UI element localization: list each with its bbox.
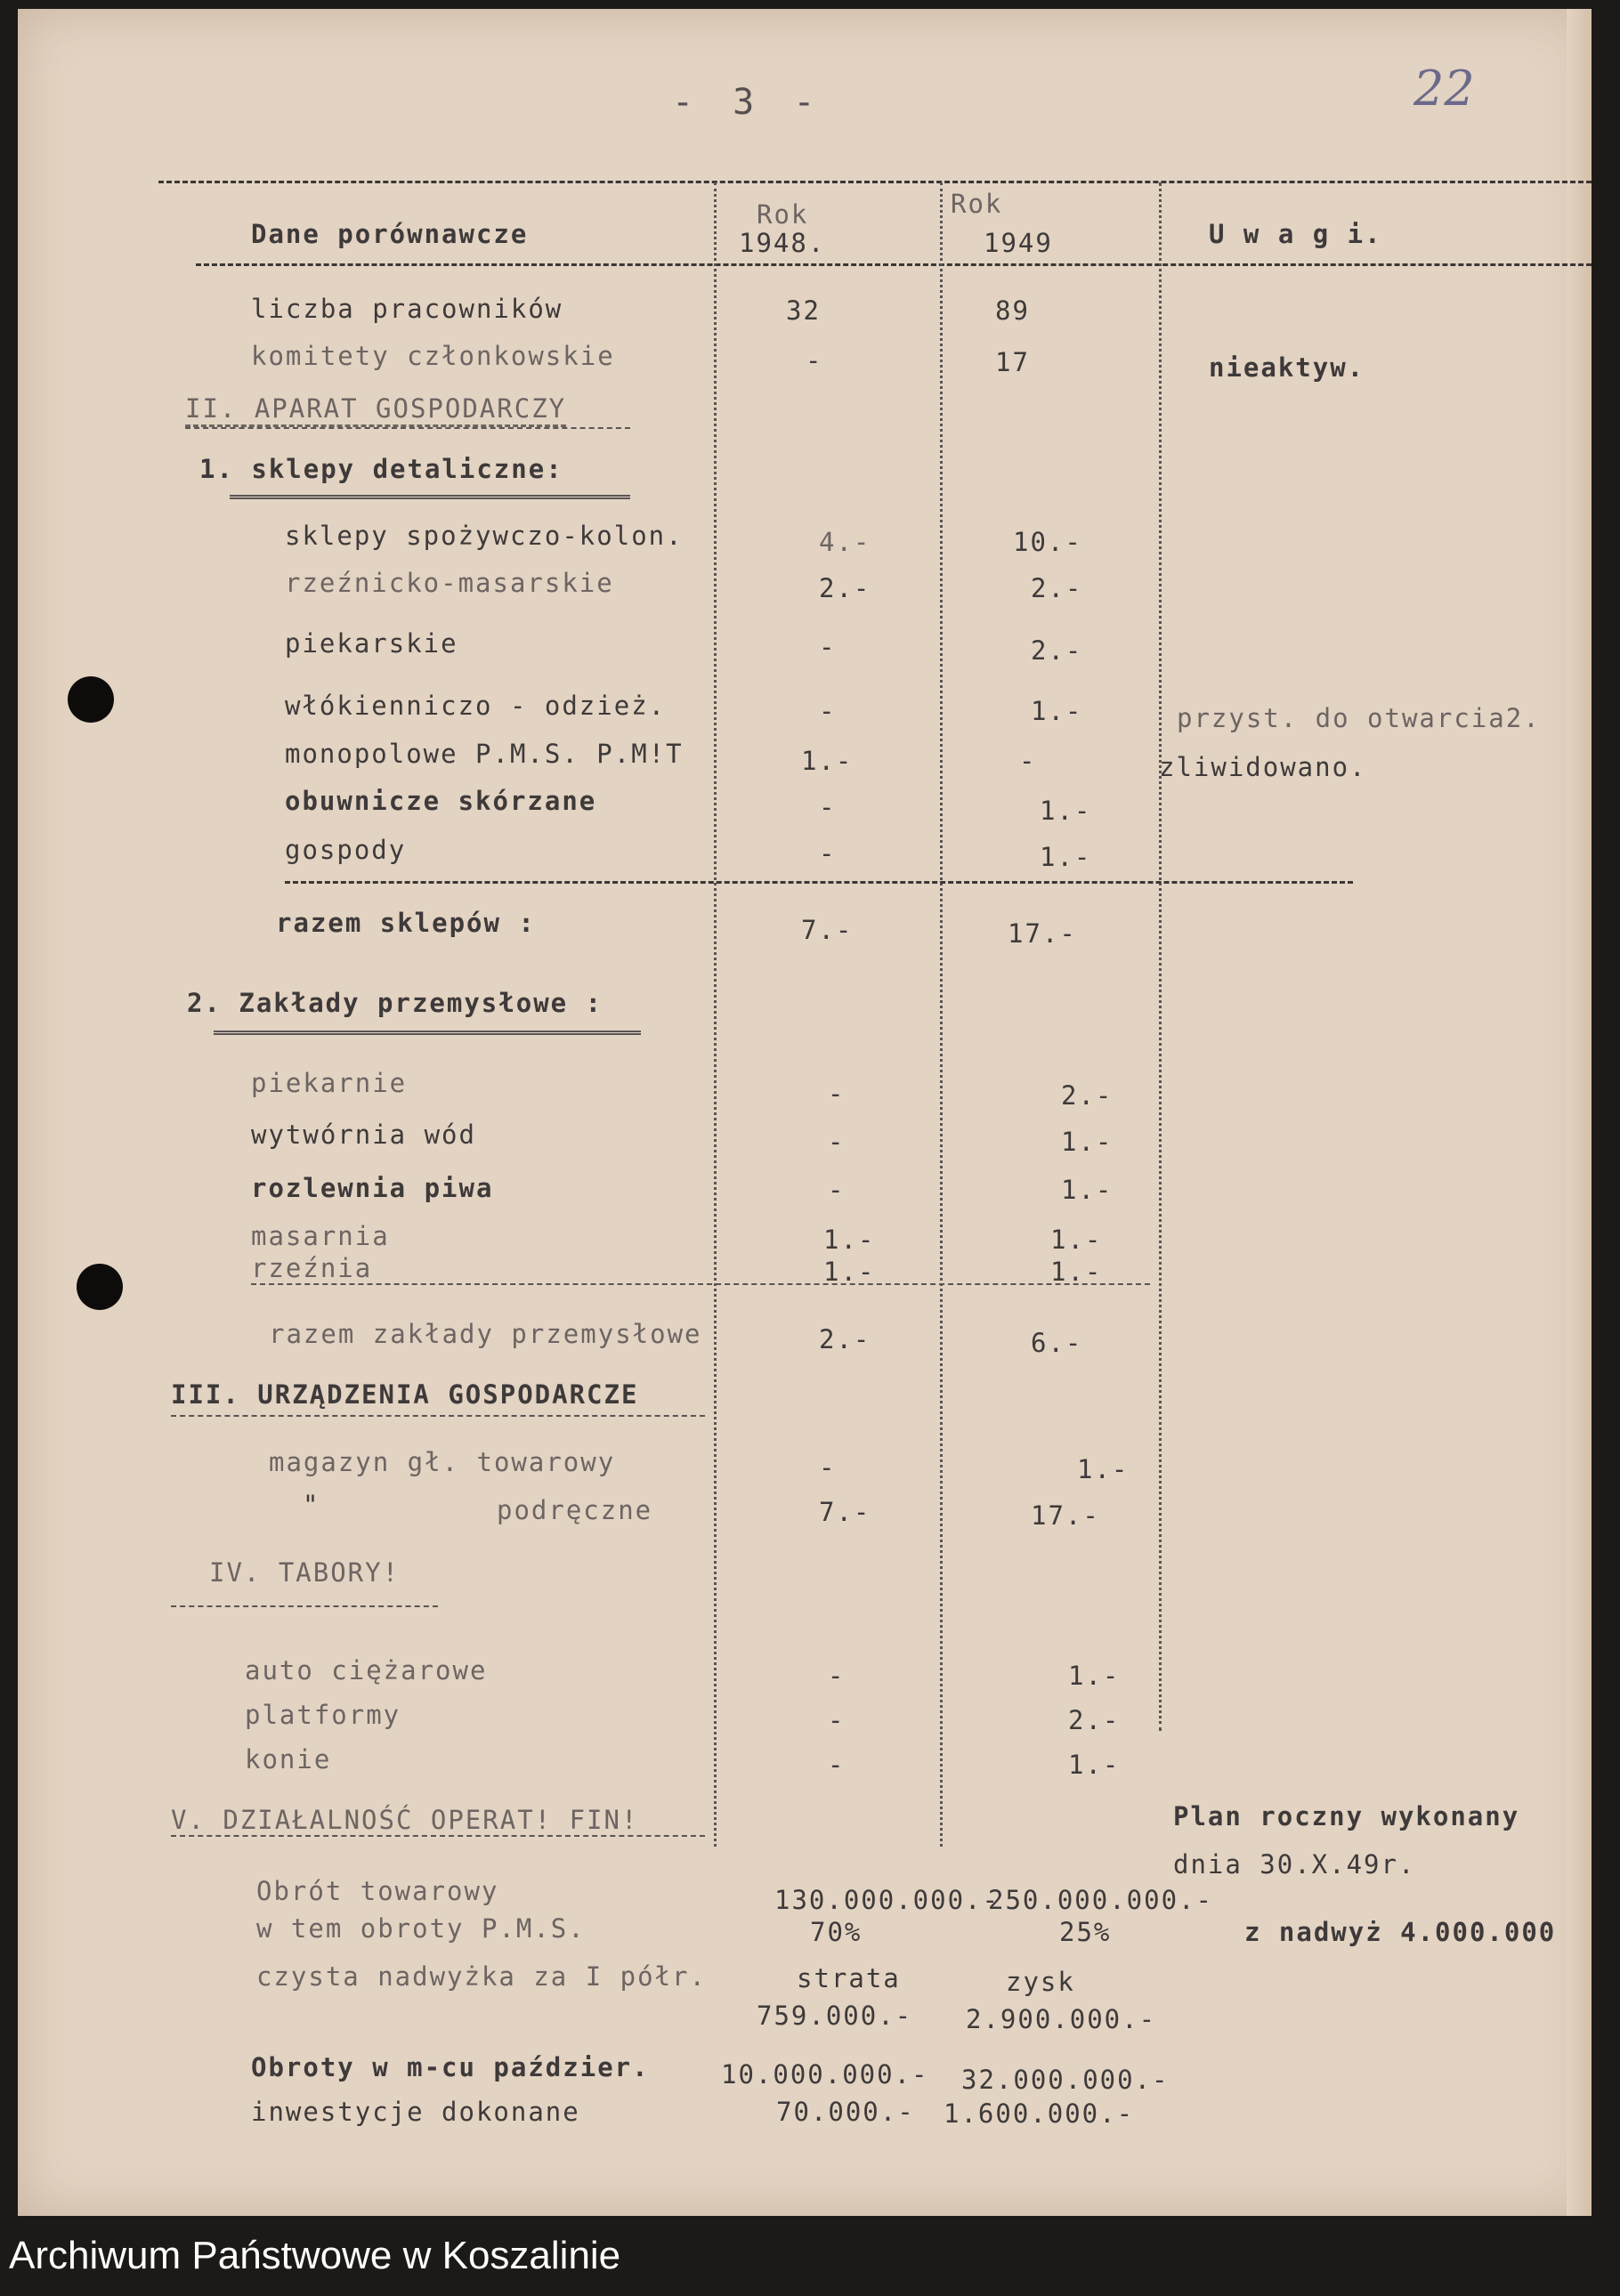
- value-1949: 1.-: [1050, 1225, 1103, 1255]
- section-underline: [171, 1835, 705, 1837]
- section-heading: II. APARAT GOSPODARCZY: [185, 393, 567, 424]
- header-bottom-rule: [196, 263, 1592, 266]
- value-1948: -: [819, 838, 837, 869]
- value-1948: 70.000.-: [776, 2097, 915, 2127]
- column-separator-3: [1159, 182, 1162, 1731]
- row-ditto-mark: ": [303, 1490, 320, 1520]
- row-note: nieaktyw.: [1209, 352, 1365, 383]
- section-underline: [171, 1605, 438, 1607]
- subtotal-1948: 7.-: [801, 915, 854, 945]
- subtotal-1948: 2.-: [819, 1324, 871, 1354]
- subsection-heading: 1. sklepy detaliczne:: [199, 454, 563, 484]
- header-year-label-1948: Rok: [757, 199, 809, 230]
- value-1948: -: [828, 1705, 846, 1735]
- row-label: masarnia: [251, 1221, 390, 1251]
- value-1948: -: [819, 696, 837, 726]
- header-year-label-1949: Rok: [951, 189, 1003, 219]
- row-label: inwestycje dokonane: [251, 2097, 580, 2127]
- value-1949: 1.-: [1068, 1661, 1121, 1691]
- header-year-1949: 1949: [984, 228, 1053, 258]
- value-1949: 2.-: [1068, 1705, 1121, 1735]
- row-label: w tem obroty P.M.S.: [256, 1913, 586, 1944]
- column-separator-1: [714, 182, 717, 1847]
- row-note: dnia 30.X.49r.: [1173, 1849, 1416, 1880]
- row-label: liczba pracowników: [251, 294, 563, 324]
- row-label: rozlewnia piwa: [251, 1173, 494, 1203]
- subsection-heading: 2. Zakłady przemysłowe :: [187, 988, 603, 1018]
- value-1948: -: [828, 1127, 846, 1157]
- row-label: piekarnie: [251, 1068, 408, 1098]
- value-1949: 1.-: [1061, 1175, 1114, 1205]
- value-1949: 17.-: [1031, 1500, 1100, 1531]
- page-number: - 3 -: [672, 82, 824, 123]
- value-1949: 2.-: [1061, 1080, 1114, 1111]
- row-label: magazyn gł. towarowy: [269, 1447, 616, 1477]
- punch-hole: [68, 676, 114, 723]
- archive-footer: Archiwum Państwowe w Koszalinie: [9, 2234, 621, 2277]
- row-label: włókienniczo - odzież.: [285, 691, 667, 721]
- value-1949: 1.-: [1061, 1127, 1114, 1157]
- value-1948: 32: [786, 295, 821, 326]
- section-heading: V. DZIAŁALNOŚĆ OPERAT! FIN!: [171, 1805, 639, 1835]
- archive-number: 22: [1413, 61, 1475, 117]
- value-1948: -: [828, 1079, 846, 1109]
- row-label: konie: [245, 1744, 332, 1775]
- value-1949: 1.-: [1068, 1750, 1121, 1780]
- row-label: platformy: [245, 1700, 401, 1730]
- value-1948: -: [828, 1750, 846, 1780]
- value-1949: 2.-: [1031, 635, 1083, 666]
- value-1949: zysk: [1006, 1967, 1075, 1997]
- value-1948: 10.000.000.-: [721, 2059, 929, 2090]
- document-page: [18, 9, 1592, 2216]
- value-1948: 130.000.000.-: [774, 1885, 1000, 1915]
- value-1948: -: [819, 632, 837, 662]
- row-label: czysta nadwyżka za I półr.: [256, 1961, 707, 1992]
- punch-hole: [77, 1264, 123, 1310]
- row-label: piekarskie: [285, 628, 458, 659]
- row-label: sklepy spożywczo-kolon.: [285, 521, 684, 551]
- value-1949: 2.-: [1031, 573, 1083, 603]
- value-1948: -: [828, 1175, 846, 1205]
- subtotal-rule: [285, 881, 1353, 884]
- value-1949: 89: [995, 295, 1030, 326]
- subtotal-1949: 17.-: [1008, 918, 1077, 949]
- value-1949: 1.600.000.-: [944, 2098, 1135, 2129]
- row-label: Obroty w m-cu paździer.: [251, 2052, 650, 2082]
- row-label: rzeźnia: [251, 1253, 373, 1283]
- value-1948: 1.-: [823, 1257, 876, 1287]
- subtotal-label: razem zakłady przemysłowe: [269, 1319, 702, 1349]
- paper-edge: [1567, 9, 1592, 2216]
- subsection-underline: [214, 1031, 641, 1035]
- row-label: Obrót towarowy: [256, 1876, 499, 1906]
- value-1948: -: [819, 792, 837, 822]
- row-note: zliwidowano.: [1159, 752, 1367, 782]
- value-1949: 10.-: [1013, 527, 1082, 557]
- value-1949: 25%: [1059, 1917, 1112, 1947]
- value-1948: 70%: [810, 1917, 863, 1947]
- value-1948: strata: [797, 1963, 901, 1993]
- value-1949: 2.900.000.-: [966, 2004, 1157, 2034]
- section-heading: IV. TABORY!: [209, 1557, 401, 1588]
- value-1949: 1.-: [1050, 1257, 1103, 1287]
- subtotal-rule: [251, 1283, 1150, 1285]
- subtotal-1949: 6.-: [1031, 1328, 1083, 1358]
- header-year-1948: 1948.: [739, 228, 826, 258]
- row-label: obuwnicze skórzane: [285, 786, 597, 816]
- value-1948: -: [828, 1661, 846, 1691]
- value-1948: 1.-: [823, 1225, 876, 1255]
- value-1948: -: [806, 345, 823, 376]
- value-1949: -: [1019, 746, 1037, 776]
- row-label: wytwórnia wód: [251, 1120, 476, 1150]
- section-underline: [171, 1415, 705, 1417]
- row-note: z nadwyż 4.000.000: [1244, 1917, 1557, 1947]
- column-separator-2: [940, 182, 943, 1847]
- value-1949: 32.000.000.-: [961, 2065, 1170, 2095]
- value-1948: 759.000.-: [757, 2001, 913, 2031]
- row-label: gospody: [285, 835, 407, 865]
- row-label: podręczne: [497, 1495, 653, 1525]
- row-label: rzeźnicko-masarskie: [285, 568, 614, 598]
- value-1948: 4.-: [819, 527, 871, 557]
- subsection-underline: [230, 495, 630, 499]
- row-label: komitety członkowskie: [251, 341, 615, 371]
- value-1948: 2.-: [819, 573, 871, 603]
- value-1948: -: [819, 1452, 837, 1483]
- value-1949: 1.-: [1040, 796, 1092, 826]
- value-1949: 250.000.000.-: [988, 1885, 1213, 1915]
- value-1949: 17: [995, 347, 1030, 377]
- row-label: monopolowe P.M.S. P.M!T: [285, 739, 684, 769]
- section-underline: [185, 427, 630, 429]
- row-note: przyst. do otwarcia2.: [1177, 703, 1541, 733]
- value-1949: 1.-: [1040, 842, 1092, 872]
- row-label: auto ciężarowe: [245, 1655, 488, 1686]
- value-1949: 1.-: [1077, 1454, 1130, 1484]
- header-col-remarks: U w a g i.: [1209, 219, 1382, 249]
- row-note: Plan roczny wykonany: [1173, 1801, 1520, 1831]
- value-1949: 1.-: [1031, 696, 1083, 726]
- subtotal-label: razem sklepów :: [276, 908, 536, 938]
- value-1948: 1.-: [801, 746, 854, 776]
- header-col-comparative: Dane porównawcze: [251, 219, 529, 249]
- value-1948: 7.-: [819, 1497, 871, 1527]
- header-top-rule: [158, 181, 1592, 183]
- section-heading: III. URZĄDZENIA GOSPODARCZE: [171, 1379, 639, 1410]
